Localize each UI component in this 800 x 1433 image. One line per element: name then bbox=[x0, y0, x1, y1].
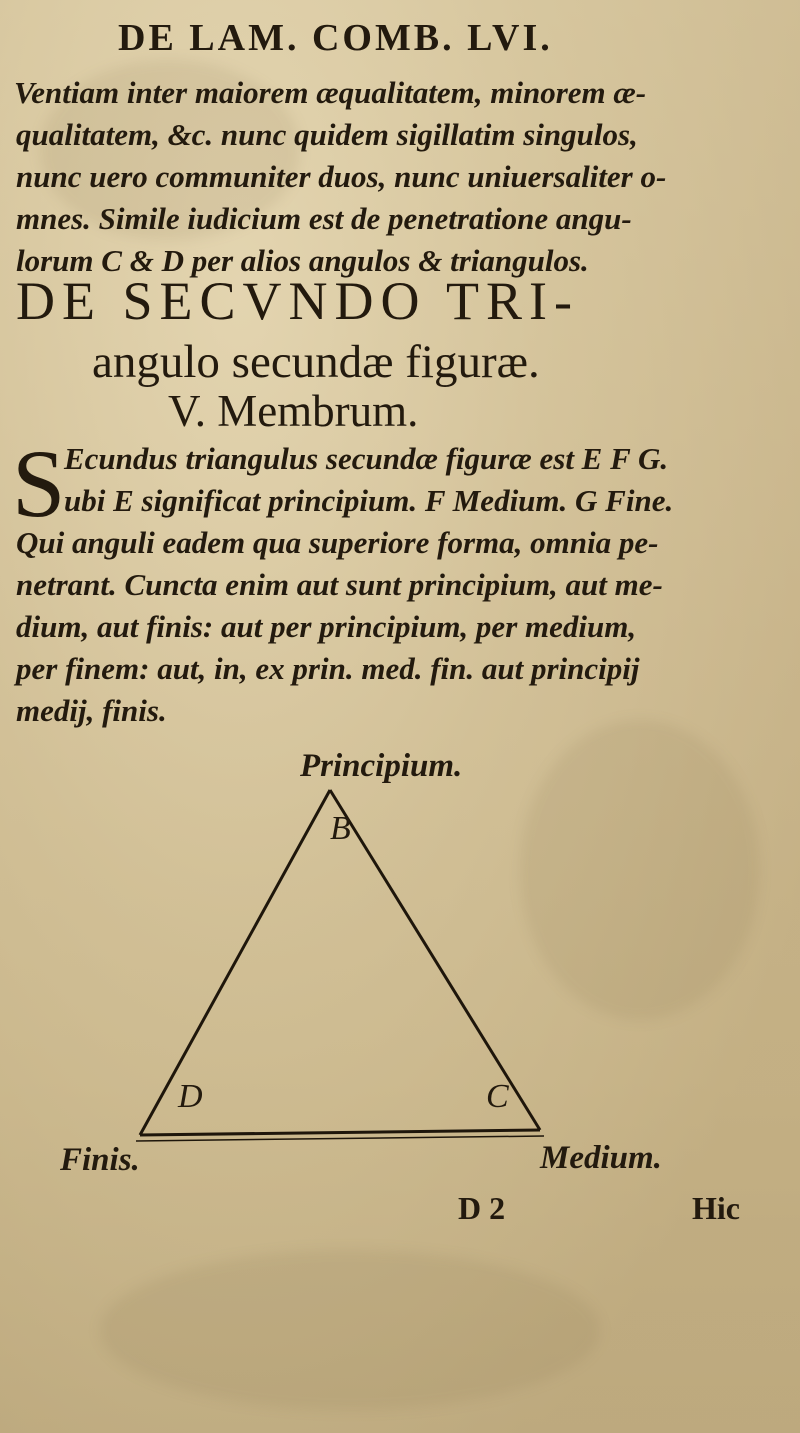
signature-mark: D 2 bbox=[458, 1190, 506, 1226]
text-line: qualitatem, &c. nunc quidem sigillatim singulos, bbox=[16, 117, 638, 152]
triangle-base-rule bbox=[136, 1136, 544, 1141]
triangle-edge-left bbox=[140, 790, 330, 1135]
paragraph-membrum bbox=[0, 430, 800, 738]
vertex-letter-left: D bbox=[178, 1078, 203, 1115]
label-principium: Principium. bbox=[300, 748, 463, 784]
drop-capital: S bbox=[12, 430, 66, 537]
paper-stain bbox=[100, 1250, 600, 1410]
section-subheading: angulo secundæ figuræ. bbox=[92, 336, 540, 388]
label-medium: Medium. bbox=[540, 1140, 662, 1176]
catchword: Hic bbox=[692, 1190, 740, 1226]
paragraph-continuation bbox=[0, 72, 800, 282]
vertex-letter-right: C bbox=[486, 1078, 509, 1115]
text-line: lorum C & D per alios angulos & triangulos. bbox=[16, 243, 589, 278]
text-line: nunc uero communiter duos, nunc uniuersaliter o- bbox=[16, 159, 667, 194]
membrum-heading: V. Membrum. bbox=[168, 386, 419, 436]
text-line: per finem: aut, in, ex prin. med. fin. aut principij bbox=[16, 651, 640, 686]
section-heading: DE SECVNDO TRI- bbox=[16, 271, 579, 331]
text-line: medij, finis. bbox=[16, 693, 167, 728]
triangle-edge-base bbox=[140, 1130, 540, 1135]
running-head: DE LAM. COMB. LVI. bbox=[118, 17, 553, 59]
text-line: mnes. Simile iudicium est de penetratione angu- bbox=[16, 201, 632, 236]
label-finis: Finis. bbox=[60, 1142, 140, 1178]
text-line: Qui anguli eadem qua superiore forma, omnia pe- bbox=[16, 525, 659, 560]
text-line: dium, aut finis: aut per principium, per medium, bbox=[16, 609, 637, 644]
text-line: Ventiam inter maiorem æqualitatem, minorem æ- bbox=[14, 75, 647, 110]
vertex-letter-top: B bbox=[330, 810, 351, 847]
text-line: ubi E significat principium. F Medium. G Fine. bbox=[64, 483, 674, 518]
text-line: netrant. Cuncta enim aut sunt principium, aut me- bbox=[16, 567, 663, 602]
text-line: Ecundus triangulus secundæ figuræ est E F G. bbox=[64, 441, 669, 476]
triangle-diagram bbox=[0, 740, 800, 1220]
